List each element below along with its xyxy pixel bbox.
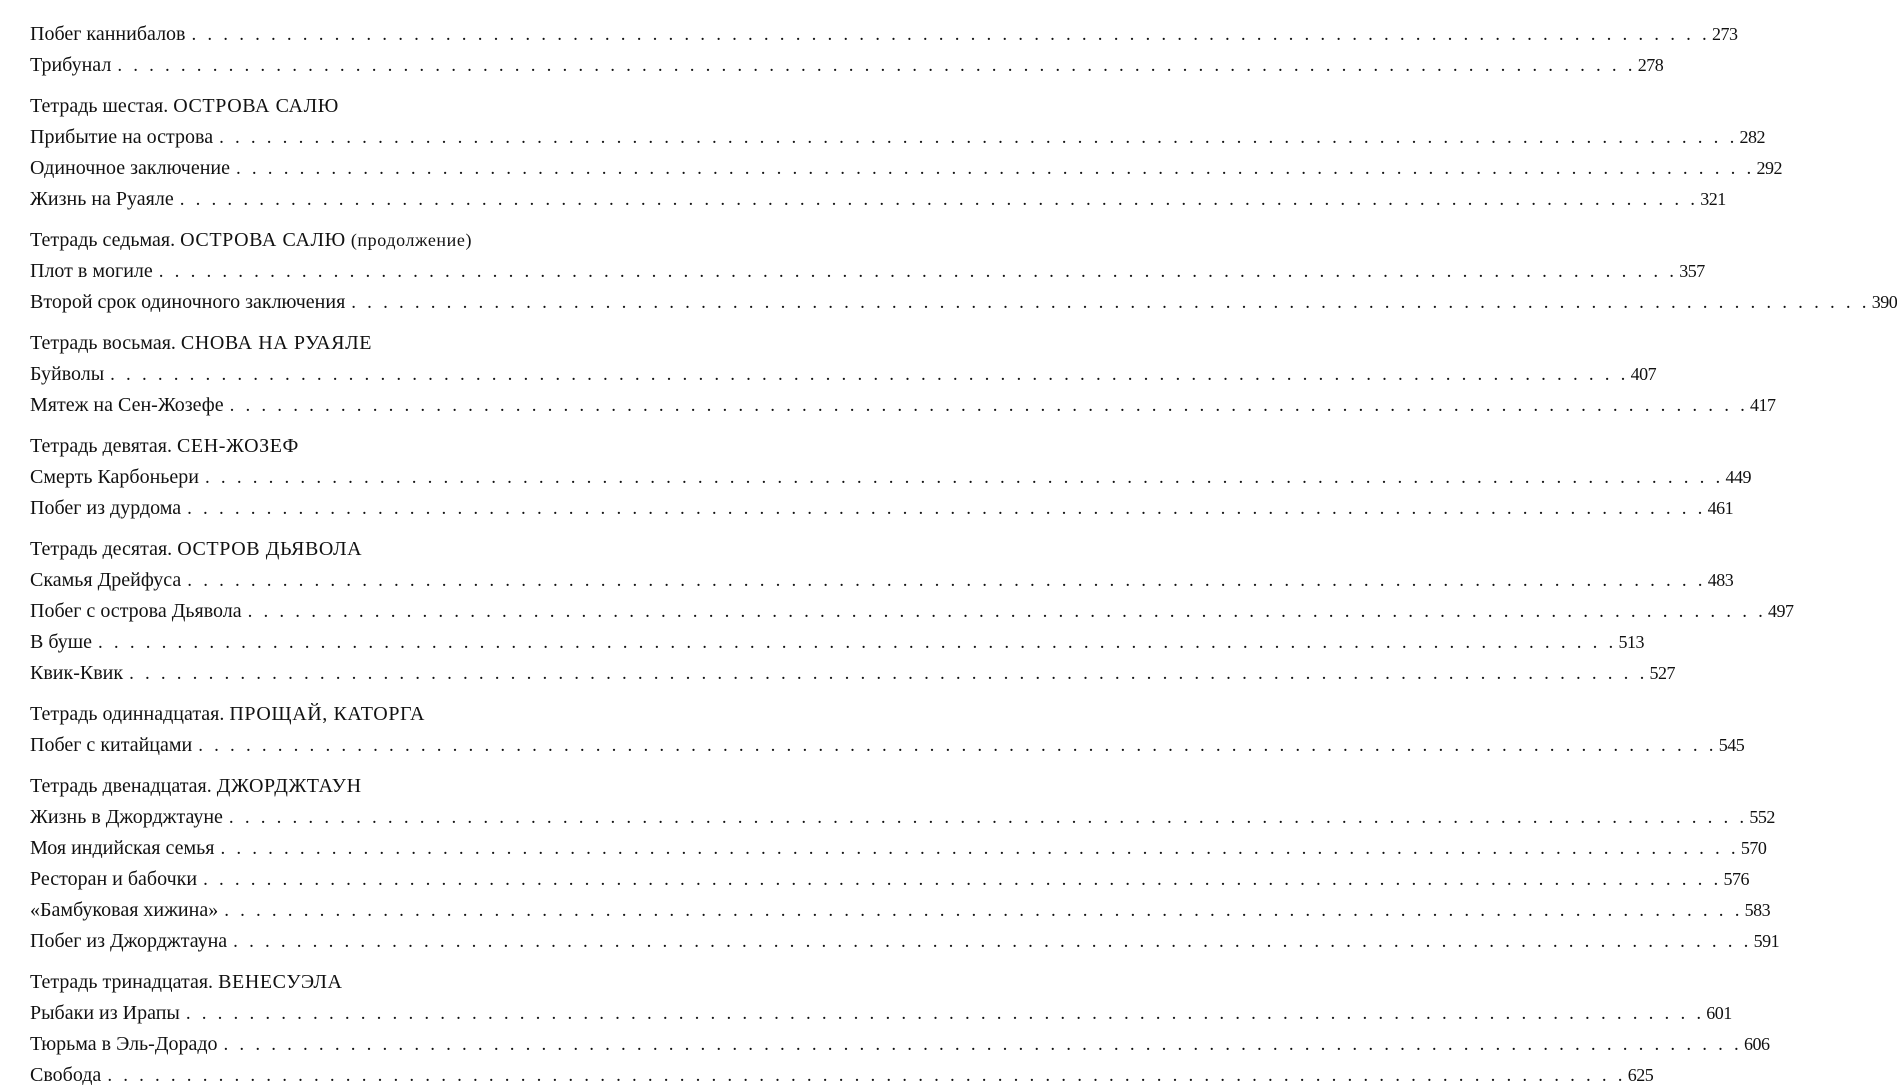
section-heading <box>30 699 664 729</box>
toc-entry <box>30 565 1734 595</box>
section-number: Тетрадь шестая. <box>30 95 169 117</box>
entry-title: Жизнь на Руаяле <box>30 188 174 210</box>
entry-title: Моя индийская семья <box>30 837 215 859</box>
entry-title: Одиночное заключение <box>30 157 230 179</box>
entry-page-number: 570 <box>1740 838 1767 858</box>
dot-leader: . . . . . . . . . . . . . . . . . . . . . . . . . . . . . . . . . . . . . . . . . . . . . . . . . . . . . . . . . . . . . . . . . . . . . . . . . . . . . . . . . . . . . . . . . . . . . . . . <box>233 931 1752 952</box>
dot-leader: . . . . . . . . . . . . . . . . . . . . . . . . . . . . . . . . . . . . . . . . . . . . . . . . . . . . . . . . . . . . . . . . . . . . . . . . . . . . . . . . . . . . . . . . . . . . . . . . <box>158 261 1678 282</box>
entry-title: Квик-Квик <box>30 662 124 684</box>
section-title: ВЕНЕСУЭЛА <box>218 971 343 993</box>
entry-title: Буйволы <box>30 363 105 385</box>
entry-page-number: 357 <box>1679 261 1705 281</box>
entry-title: Трибунал <box>30 54 112 76</box>
dot-leader: . . . . . . . . . . . . . . . . . . . . . . . . . . . . . . . . . . . . . . . . . . . . . . . . . . . . . . . . . . . . . . . . . . . . . . . . . . . . . . . . . . . . . . . . . . . . . . . . <box>203 869 1722 890</box>
entry-page-number: 601 <box>1706 1003 1732 1023</box>
dot-leader: . . . . . . . . . . . . . . . . . . . . . . . . . . . . . . . . . . . . . . . . . . . . . . . . . . . . . . . . . . . . . . . . . . . . . . . . . . . . . . . . . . . . . . . . . . . . . . . . <box>110 364 1629 385</box>
section-number: Тетрадь тринадцатая. <box>30 971 214 993</box>
section-heading <box>30 328 664 358</box>
toc-entry <box>30 153 1782 183</box>
section-heading <box>30 225 664 255</box>
entry-page-number: 282 <box>1739 127 1766 147</box>
entry-page-number: 390 <box>1871 292 1897 312</box>
entry-page-number: 513 <box>1618 632 1644 652</box>
entry-page-number: 449 <box>1725 467 1751 487</box>
entry-page-number: 545 <box>1718 735 1745 755</box>
dot-leader: . . . . . . . . . . . . . . . . . . . . . . . . . . . . . . . . . . . . . . . . . . . . . . . . . . . . . . . . . . . . . . . . . . . . . . . . . . . . . . . . . . . . . . . . . . . . . . . . <box>247 601 1767 622</box>
dot-leader: . . . . . . . . . . . . . . . . . . . . . . . . . . . . . . . . . . . . . . . . . . . . . . . . . . . . . . . . . . . . . . . . . . . . . . . . . . . . . . . . . . . . . . . . . . . . . . . . <box>228 807 1748 828</box>
section-heading <box>30 967 664 997</box>
section-title: ПРОЩАЙ, КАТОРГА <box>229 703 426 725</box>
toc-entry <box>30 390 1776 420</box>
section-heading <box>30 771 664 801</box>
entry-title: Тюрьма в Эль-Дорадо <box>30 1033 218 1055</box>
dot-leader: . . . . . . . . . . . . . . . . . . . . . . . . . . . . . . . . . . . . . . . . . . . . . . . . . . . . . . . . . . . . . . . . . . . . . . . . . . . . . . . . . . . . . . . . . . . . . . . . <box>351 292 1870 313</box>
entry-page-number: 497 <box>1768 601 1794 621</box>
entry-title: Жизнь в Джорджтауне <box>30 806 223 828</box>
dot-leader: . . . . . . . . . . . . . . . . . . . . . . . . . . . . . . . . . . . . . . . . . . . . . . . . . . . . . . . . . . . . . . . . . . . . . . . . . . . . . . . . . . . . . . . . . . . . . . . . <box>224 900 1743 921</box>
toc-entry <box>30 730 1745 760</box>
dot-leader: . . . . . . . . . . . . . . . . . . . . . . . . . . . . . . . . . . . . . . . . . . . . . . . . . . . . . . . . . . . . . . . . . . . . . . . . . . . . . . . . . . . . . . . . . . . . . . . . <box>191 24 1710 45</box>
entry-title: В буше <box>30 631 93 653</box>
entry-title: Скамья Дрейфуса <box>30 569 182 591</box>
dot-leader: . . . . . . . . . . . . . . . . . . . . . . . . . . . . . . . . . . . . . . . . . . . . . . . . . . . . . . . . . . . . . . . . . . . . . . . . . . . . . . . . . . . . . . . . . . . . . . . . <box>219 127 1738 148</box>
section-number: Тетрадь седьмая. <box>30 229 176 251</box>
entry-title: Смерть Карбоньери <box>30 466 200 488</box>
section-number: Тетрадь девятая. <box>30 435 172 457</box>
dot-leader: . . . . . . . . . . . . . . . . . . . . . . . . . . . . . . . . . . . . . . . . . . . . . . . . . . . . . . . . . . . . . . . . . . . . . . . . . . . . . . . . . . . . . . . . . . . . . . . . <box>98 632 1617 653</box>
entry-page-number: 417 <box>1750 395 1776 415</box>
entry-page-number: 591 <box>1753 931 1780 951</box>
dot-leader: . . . . . . . . . . . . . . . . . . . . . . . . . . . . . . . . . . . . . . . . . . . . . . . . . . . . . . . . . . . . . . . . . . . . . . . . . . . . . . . . . . . . . . . . . . . . . . . . <box>220 838 1739 859</box>
toc-entry <box>30 493 1734 523</box>
dot-leader: . . . . . . . . . . . . . . . . . . . . . . . . . . . . . . . . . . . . . . . . . . . . . . . . . . . . . . . . . . . . . . . . . . . . . . . . . . . . . . . . . . . . . . . . . . . . . . . . <box>107 1065 1626 1086</box>
toc-entry <box>30 596 1794 626</box>
entry-page-number: 552 <box>1749 807 1775 827</box>
toc-entry <box>30 802 1775 832</box>
toc-entry <box>30 1029 1770 1059</box>
dot-leader: . . . . . . . . . . . . . . . . . . . . . . . . . . . . . . . . . . . . . . . . . . . . . . . . . . . . . . . . . . . . . . . . . . . . . . . . . . . . . . . . . . . . . . . . . . . . . . . . <box>187 498 1706 519</box>
entry-title: Плот в могиле <box>30 260 153 282</box>
entry-page-number: 583 <box>1744 900 1771 920</box>
dot-leader: . . . . . . . . . . . . . . . . . . . . . . . . . . . . . . . . . . . . . . . . . . . . . . . . . . . . . . . . . . . . . . . . . . . . . . . . . . . . . . . . . . . . . . . . . . . . . . . . <box>117 55 1636 76</box>
entry-page-number: 527 <box>1649 663 1676 683</box>
section-number: Тетрадь одиннадцатая. <box>30 703 225 725</box>
toc-entry <box>30 122 1766 152</box>
entry-page-number: 321 <box>1700 189 1726 209</box>
dot-leader: . . . . . . . . . . . . . . . . . . . . . . . . . . . . . . . . . . . . . . . . . . . . . . . . . . . . . . . . . . . . . . . . . . . . . . . . . . . . . . . . . . . . . . . . . . . . . . . . <box>129 663 1648 684</box>
section-number: Тетрадь десятая. <box>30 538 173 560</box>
section-heading <box>30 534 664 564</box>
entry-title: «Бамбуковая хижина» <box>30 899 219 921</box>
entry-page-number: 461 <box>1707 498 1734 518</box>
section-heading <box>30 431 664 461</box>
entry-title: Побег из дурдома <box>30 497 182 519</box>
entry-title: Прибытие на острова <box>30 126 214 148</box>
toc-entry <box>30 833 1767 863</box>
section-number: Тетрадь восьмая. <box>30 332 176 354</box>
toc-entry <box>30 998 1732 1028</box>
toc-entry <box>30 1060 1654 1090</box>
entry-page-number: 278 <box>1637 55 1664 75</box>
toc-entry <box>30 19 1738 49</box>
entry-page-number: 292 <box>1756 158 1782 178</box>
entry-title: Побег с китайцами <box>30 734 193 756</box>
section-heading <box>30 91 664 121</box>
section-title: ОСТРОВА САЛЮ <box>173 95 339 117</box>
section-title: ДЖОРДЖТАУН <box>216 775 362 797</box>
toc-entry <box>30 184 1726 214</box>
toc-entry <box>30 359 1657 389</box>
entry-title: Второй срок одиночного заключения <box>30 291 346 313</box>
section-subtitle: (продолжение) <box>350 230 473 250</box>
section-title: СЕН-ЖОЗЕФ <box>176 435 299 457</box>
entry-title: Мятеж на Сен-Жозефе <box>30 394 224 416</box>
dot-leader: . . . . . . . . . . . . . . . . . . . . . . . . . . . . . . . . . . . . . . . . . . . . . . . . . . . . . . . . . . . . . . . . . . . . . . . . . . . . . . . . . . . . . . . . . . . . . . . . <box>198 735 1717 756</box>
entry-page-number: 606 <box>1743 1034 1770 1054</box>
dot-leader: . . . . . . . . . . . . . . . . . . . . . . . . . . . . . . . . . . . . . . . . . . . . . . . . . . . . . . . . . . . . . . . . . . . . . . . . . . . . . . . . . . . . . . . . . . . . . . . . <box>229 395 1749 416</box>
toc-entry <box>30 895 1771 925</box>
dot-leader: . . . . . . . . . . . . . . . . . . . . . . . . . . . . . . . . . . . . . . . . . . . . . . . . . . . . . . . . . . . . . . . . . . . . . . . . . . . . . . . . . . . . . . . . . . . . . . . . <box>185 1003 1705 1024</box>
entry-page-number: 576 <box>1723 869 1750 889</box>
entry-page-number: 273 <box>1711 24 1738 44</box>
entry-title: Побег из Джорджтауна <box>30 930 228 952</box>
entry-title: Ресторан и бабочки <box>30 868 198 890</box>
entry-page-number: 407 <box>1630 364 1657 384</box>
toc-entry <box>30 256 1705 286</box>
toc-entry <box>30 658 1676 688</box>
toc-entry <box>30 627 1644 657</box>
entry-title: Рыбаки из Ирапы <box>30 1002 180 1024</box>
toc-entry <box>30 50 1664 80</box>
entry-title: Побег каннибалов <box>30 23 186 45</box>
dot-leader: . . . . . . . . . . . . . . . . . . . . . . . . . . . . . . . . . . . . . . . . . . . . . . . . . . . . . . . . . . . . . . . . . . . . . . . . . . . . . . . . . . . . . . . . . . . . . . . . <box>236 158 1755 179</box>
dot-leader: . . . . . . . . . . . . . . . . . . . . . . . . . . . . . . . . . . . . . . . . . . . . . . . . . . . . . . . . . . . . . . . . . . . . . . . . . . . . . . . . . . . . . . . . . . . . . . . . <box>223 1034 1742 1055</box>
toc-entry <box>30 926 1780 956</box>
entry-title: Свобода <box>30 1064 102 1086</box>
entry-page-number: 483 <box>1707 570 1734 590</box>
dot-leader: . . . . . . . . . . . . . . . . . . . . . . . . . . . . . . . . . . . . . . . . . . . . . . . . . . . . . . . . . . . . . . . . . . . . . . . . . . . . . . . . . . . . . . . . . . . . . . . . <box>187 570 1706 591</box>
section-title: СНОВА НА РУАЯЛЕ <box>180 332 373 354</box>
toc-entry <box>30 287 1897 317</box>
section-title: ОСТРОВ ДЬЯВОЛА <box>177 538 363 560</box>
dot-leader: . . . . . . . . . . . . . . . . . . . . . . . . . . . . . . . . . . . . . . . . . . . . . . . . . . . . . . . . . . . . . . . . . . . . . . . . . . . . . . . . . . . . . . . . . . . . . . . . <box>179 189 1699 210</box>
toc-entry <box>30 462 1751 492</box>
section-title: ОСТРОВА САЛЮ <box>180 229 346 251</box>
toc-entry <box>30 864 1750 894</box>
section-number: Тетрадь двенадцатая. <box>30 775 212 797</box>
entry-title: Побег с острова Дьявола <box>30 600 242 622</box>
entry-page-number: 625 <box>1627 1065 1654 1085</box>
dot-leader: . . . . . . . . . . . . . . . . . . . . . . . . . . . . . . . . . . . . . . . . . . . . . . . . . . . . . . . . . . . . . . . . . . . . . . . . . . . . . . . . . . . . . . . . . . . . . . . . <box>205 467 1724 488</box>
